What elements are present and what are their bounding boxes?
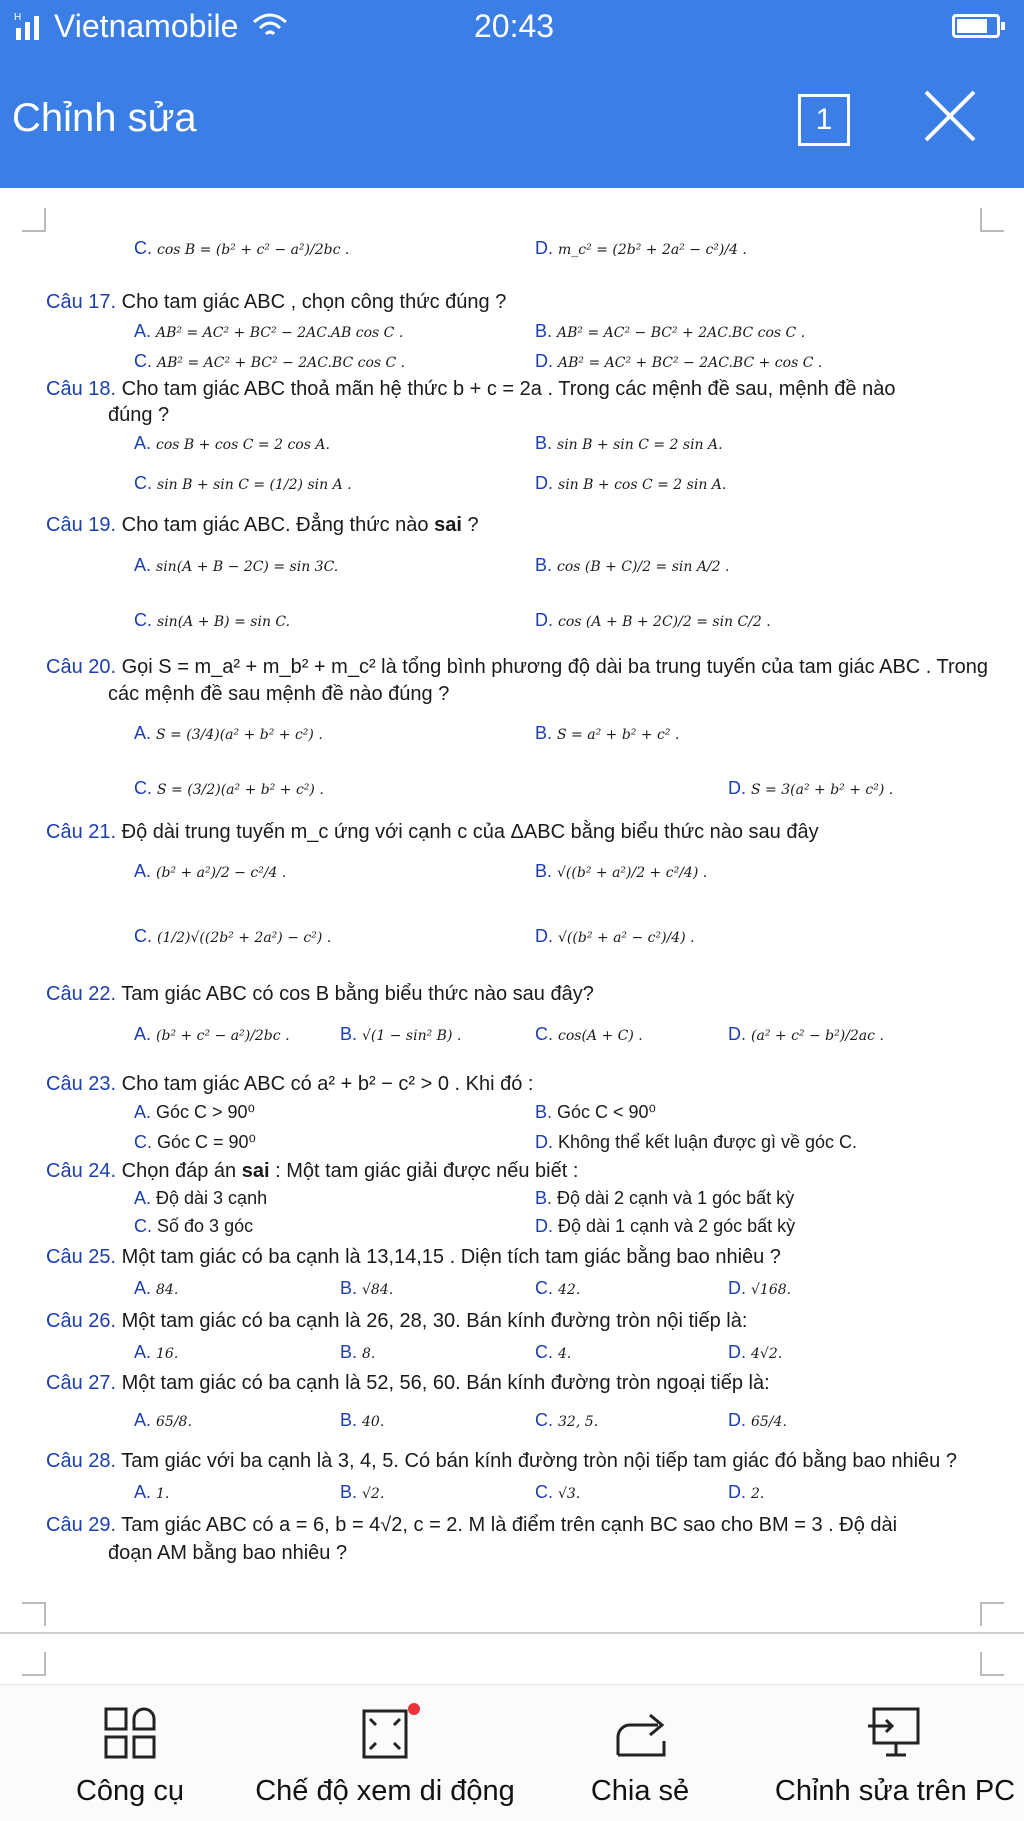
battery-icon xyxy=(952,14,1000,38)
crop-mark xyxy=(22,1652,46,1676)
option-c: C. Góc C = 90⁰ xyxy=(134,1132,256,1152)
option-d: D. cos (A + B + 2C)/2 = sin C/2 . xyxy=(535,610,771,630)
option-c: C. √3. xyxy=(535,1482,581,1502)
bottom-toolbar xyxy=(0,1684,1024,1821)
clock: 20:43 xyxy=(474,8,555,44)
crop-mark xyxy=(980,208,1004,232)
question-17: Câu 17. Cho tam giác ABC , chọn công thức đúng ? xyxy=(46,291,507,313)
question-24: Câu 24. Chọn đáp án sai : Một tam giác giải được nếu biết : xyxy=(46,1160,579,1182)
option-b: B. √84. xyxy=(340,1278,394,1298)
question-29-continued: đoạn AM bằng bao nhiêu ? xyxy=(108,1542,348,1564)
question-20: Câu 20. Gọi S = m_a² + m_b² + m_c² là tổng bình phương độ dài ba trung tuyến của tam giác ABC . Trong xyxy=(46,656,989,678)
page-divider xyxy=(0,1632,1024,1634)
question-22: Câu 22. Tam giác ABC có cos B bằng biểu thức nào sau đây? xyxy=(46,983,594,1005)
option-c: C. AB² = AC² + BC² − 2AC.BC cos C . xyxy=(134,351,406,371)
document-page[interactable] xyxy=(0,188,1024,1633)
option-a: A. Góc C > 90⁰ xyxy=(134,1102,255,1122)
question-27: Câu 27. Một tam giác có ba cạnh là 52, 56, 60. Bán kính đường tròn ngoại tiếp là: xyxy=(46,1372,770,1394)
option-d: D. 4√2. xyxy=(728,1342,783,1362)
close-icon[interactable] xyxy=(918,84,982,148)
option-b: B. S = a² + b² + c² . xyxy=(535,723,680,743)
option-b: B. 40. xyxy=(340,1410,385,1430)
page-title: Chỉnh sửa xyxy=(12,96,197,140)
option-d: D. √((b² + a² − c²)/4) . xyxy=(535,926,695,946)
wifi-icon xyxy=(250,10,290,50)
option-b: B. cos (B + C)/2 = sin A/2 . xyxy=(535,555,730,575)
option-c: C. sin(A + B) = sin C. xyxy=(134,610,291,630)
option-b: B. Độ dài 2 cạnh và 1 góc bất kỳ xyxy=(535,1188,795,1208)
question-18-continued: đúng ? xyxy=(108,404,170,426)
option-a: A. AB² = AC² + BC² − 2AC.AB cos C . xyxy=(134,321,404,341)
option-a: A. 84. xyxy=(134,1278,179,1298)
option-a: A. sin(A + B − 2C) = sin 3C. xyxy=(134,555,339,575)
option-d: D. AB² = AC² + BC² − 2AC.BC + cos C . xyxy=(535,351,823,371)
option-b: B. Góc C < 90⁰ xyxy=(535,1102,656,1122)
option-d: D. m_c² = (2b² + 2a² − c²)/4 . xyxy=(535,238,747,258)
option-d: D. Độ dài 1 cạnh và 2 góc bất kỳ xyxy=(535,1216,796,1236)
option-c: C. 42. xyxy=(535,1278,581,1298)
svg-text:H: H xyxy=(14,12,22,23)
option-b: B. √((b² + a²)/2 + c²/4) . xyxy=(535,861,708,881)
app-bar xyxy=(0,54,1024,188)
option-a: A. Độ dài 3 cạnh xyxy=(134,1188,268,1208)
option-d: D. 2. xyxy=(728,1482,765,1502)
option-d: D. sin B + cos C = 2 sin A. xyxy=(535,473,727,493)
option-d: D. 65/4. xyxy=(728,1410,787,1430)
page-count-button[interactable]: 1 xyxy=(798,94,850,146)
option-a: A. S = (3/4)(a² + b² + c²) . xyxy=(134,723,323,743)
option-c: C. 32, 5. xyxy=(535,1410,599,1430)
option-d: D. (a² + c² − b²)/2ac . xyxy=(728,1024,884,1044)
question-21: Câu 21. Độ dài trung tuyến m_c ứng với cạnh c của ΔABC bằng biểu thức nào sau đây xyxy=(46,821,819,843)
question-29: Câu 29. Tam giác ABC có a = 6, b = 4√2, c = 2. M là điểm trên cạnh BC sao cho BM = 3 . Độ dài xyxy=(46,1514,898,1536)
share-button[interactable] xyxy=(560,1685,720,1821)
mobile-view-label: Chế độ xem di động xyxy=(255,1775,515,1807)
option-c: C. S = (3/2)(a² + b² + c²) . xyxy=(134,778,324,798)
option-d: D. √168. xyxy=(728,1278,792,1298)
mobile-view-button[interactable] xyxy=(250,1685,520,1821)
option-b: B. 8. xyxy=(340,1342,376,1362)
share-icon xyxy=(612,1705,672,1761)
option-c: C. 4. xyxy=(535,1342,572,1362)
crop-mark xyxy=(980,1652,1004,1676)
option-a: A. (b² + a²)/2 − c²/4 . xyxy=(134,861,287,881)
crop-mark xyxy=(980,1602,1004,1626)
question-25: Câu 25. Một tam giác có ba cạnh là 13,14,15 . Diện tích tam giác bằng bao nhiêu ? xyxy=(46,1246,781,1268)
edit-on-pc-label: Chỉnh sửa trên PC xyxy=(774,1775,1016,1807)
share-label: Chia sẻ xyxy=(590,1775,690,1807)
option-a: A. 1. xyxy=(134,1482,170,1502)
crop-mark xyxy=(22,1602,46,1626)
question-19: Câu 19. Cho tam giác ABC. Đẳng thức nào sai ? xyxy=(46,514,479,536)
option-c: C. cos(A + C) . xyxy=(535,1024,643,1044)
option-a: A. 16. xyxy=(134,1342,179,1362)
option-a: A. (b² + c² − a²)/2bc . xyxy=(134,1024,290,1044)
option-c: C. (1/2)√((2b² + 2a²) − c²) . xyxy=(134,926,332,946)
question-18: Câu 18. Cho tam giác ABC thoả mãn hệ thức b + c = 2a . Trong các mệnh đề sau, mệnh đề nào xyxy=(46,378,896,400)
question-23: Câu 23. Cho tam giác ABC có a² + b² − c² > 0 . Khi đó : xyxy=(46,1073,534,1095)
option-c: C. Số đo 3 góc xyxy=(134,1216,254,1236)
option-b: B. √(1 − sin² B) . xyxy=(340,1024,462,1044)
option-c: C. cos B = (b² + c² − a²)/2bc . xyxy=(134,238,350,258)
option-b: B. √2. xyxy=(340,1482,385,1502)
tools-button[interactable] xyxy=(40,1685,220,1821)
carrier-name: Vietnamobile xyxy=(54,8,239,44)
option-d: D. Không thể kết luận được gì về góc C. xyxy=(535,1132,858,1152)
option-a: A. cos B + cos C = 2 cos A. xyxy=(134,433,330,453)
edit-on-pc-icon xyxy=(866,1705,926,1761)
tools-grid-icon xyxy=(102,1705,158,1761)
notification-dot xyxy=(408,1703,420,1715)
question-20-continued: các mệnh đề sau mệnh đề nào đúng ? xyxy=(108,683,450,705)
option-a: A. 65/8. xyxy=(134,1410,192,1430)
edit-on-pc-button[interactable] xyxy=(770,1685,1020,1821)
option-b: B. AB² = AC² − BC² + 2AC.BC cos C . xyxy=(535,321,806,341)
question-26: Câu 26. Một tam giác có ba cạnh là 26, 28, 30. Bán kính đường tròn nội tiếp là: xyxy=(46,1310,748,1332)
signal-icon xyxy=(14,10,50,50)
option-c: C. sin B + sin C = (1/2) sin A . xyxy=(134,473,352,493)
option-d: D. S = 3(a² + b² + c²) . xyxy=(728,778,894,798)
tools-label: Công cụ xyxy=(75,1775,184,1807)
option-b: B. sin B + sin C = 2 sin A. xyxy=(535,433,723,453)
question-28: Câu 28. Tam giác với ba cạnh là 3, 4, 5. Có bán kính đường tròn nội tiếp tam giác đó bằng bao nhiêu ? xyxy=(46,1450,957,1472)
crop-mark xyxy=(22,208,46,232)
status-bar xyxy=(0,0,1024,54)
mobile-view-icon xyxy=(360,1705,412,1761)
